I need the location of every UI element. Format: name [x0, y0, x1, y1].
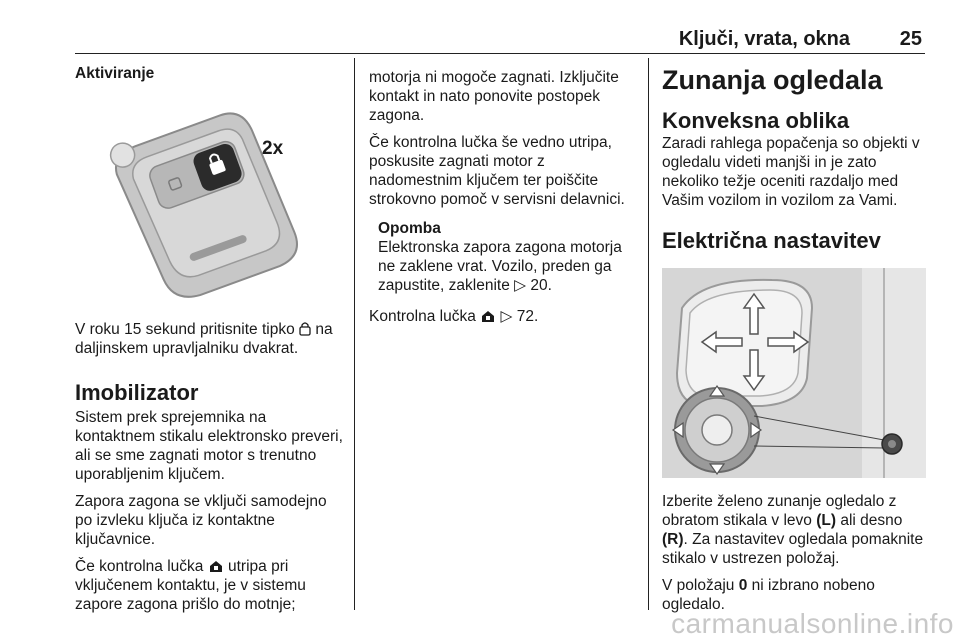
immobilizer-lamp-icon: [208, 559, 224, 573]
header-rule: [75, 53, 925, 54]
immobilizer-paragraph-1: Sistem prek sprejemnika na kontaktnem stikalu elektronsko preveri, ali se sme zagnati motor s trenutno uporabljenim ključem.: [75, 409, 343, 483]
warning-paragraph: Če kontrolna lučka še vedno utripa, poskusite zagnati motor z nadomestnim ključem ter poiščite strokovno pomoč v servisni delavnici.: [369, 134, 625, 208]
activation-title: Aktiviranje: [75, 65, 155, 82]
watermark: carmanualsonline.info: [671, 608, 954, 639]
note-title: Opomba: [378, 220, 441, 237]
immobilizer-lamp-icon: [480, 309, 496, 323]
lamp-reference: Kontrolna lučka ▷ 72.: [369, 308, 539, 325]
convex-heading: Konveksna oblika: [662, 108, 850, 133]
column-divider-2: [648, 58, 649, 610]
note-box: [369, 219, 637, 295]
page-ref-icon: ▷: [500, 308, 513, 325]
electric-heading: Električna nastavitev: [662, 228, 881, 253]
mirrors-heading: Zunanja ogledala: [662, 65, 883, 95]
column-3: [662, 64, 930, 614]
car-key-illustration: [75, 96, 343, 306]
page-header-title: Ključi, vrata, okna: [678, 28, 850, 50]
continuation-paragraph: motorja ni mogoče zagnati. Izključite kontakt in nato ponovite postopek zagona.: [369, 69, 619, 124]
column-1: [75, 64, 343, 614]
lock-icon: [299, 321, 311, 336]
select-mirror-text: Izberite želeno zunanje ogledalo z obratom stikala v levo (L) ali desno (R). Za nastavitev ogledala pomaknite stikalo v ustrezen položaj.: [662, 493, 924, 567]
column-2: [369, 64, 637, 326]
immobilizer-paragraph-2: Zapora zagona se vključi samodejno po izvleku ključa iz kontaktne ključavnice.: [75, 493, 327, 548]
mirror-adjust-illustration: [662, 268, 926, 478]
immobilizer-paragraph-3: Če kontrolna lučka utripa pri vključenem kontaktu, je v sistemu zapore zagona prišlo do motnje;: [75, 558, 306, 613]
activation-text: V roku 15 sekund pritisnite tipko na daljinskem upravljalniku dvakrat.: [75, 321, 333, 357]
key-image-label: 2x: [262, 138, 284, 159]
zero-position-text: V položaju 0 ni izbrano nobeno ogledalo.: [662, 577, 875, 613]
page-number: 25: [899, 28, 922, 50]
page-ref-icon: ▷: [514, 277, 527, 294]
immobilizer-heading: Imobilizator: [75, 380, 199, 405]
convex-text: Zaradi rahlega popačenja so objekti v ogledalu videti manjši in je zato nekoliko težje oceniti razdaljo med Vašim vozilom in vozilom za Vami.: [662, 135, 920, 209]
column-divider-1: [354, 58, 355, 610]
note-text: Elektronska zapora zagona motorja ne zaklene vrat. Vozilo, preden ga zapustite, zaklenite ▷ 20.: [378, 239, 622, 294]
